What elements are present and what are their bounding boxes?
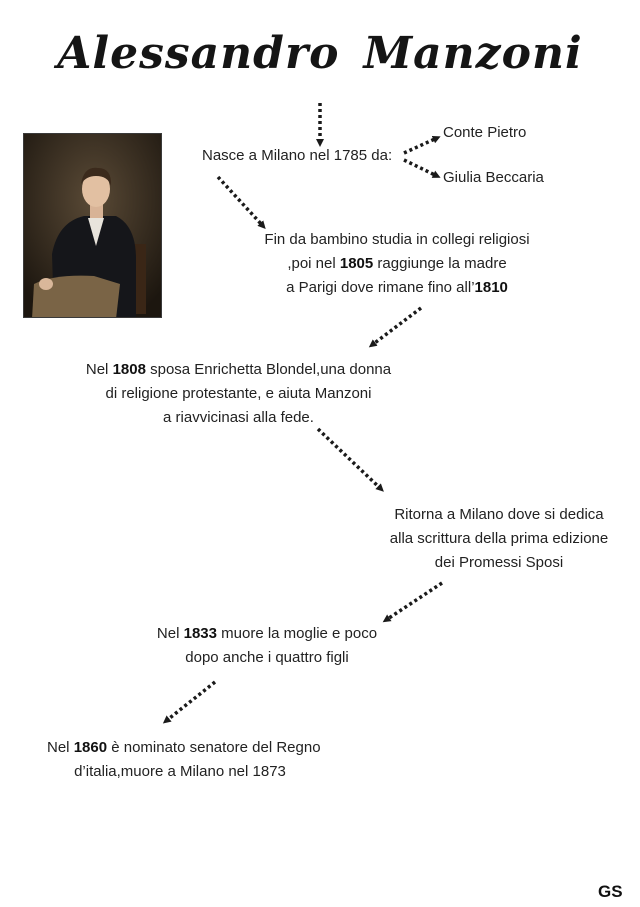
year-1805: 1805 (339, 255, 374, 272)
author-signature: GS (598, 882, 623, 901)
year-1808: 1808 (112, 361, 146, 378)
return-line-2: alla scrittura della prima edizione (389, 530, 609, 547)
loss-line-1: Nel 1833 muore la moglie e poco (156, 625, 378, 642)
parent-father: Conte Pietro (443, 124, 527, 141)
dotted-arrow-icon (372, 308, 421, 345)
marriage-line-1: Nel 1808 sposa Enrichetta Blondel,una donna (85, 361, 392, 378)
year-1810: 1810 (474, 279, 508, 296)
loss-block (136, 622, 398, 670)
year-1833: 1833 (183, 625, 217, 642)
return-block (379, 503, 619, 575)
senator-line-1: Nel 1860 è nominato senatore del Regno (47, 739, 321, 756)
parent-mother: Giulia Beccaria (443, 169, 544, 186)
dotted-arrow-icon (386, 583, 442, 620)
marriage-block (82, 358, 395, 430)
title-word-first: Alessandro (57, 28, 340, 79)
dotted-arrow-icon (318, 429, 381, 489)
marriage-line-2: di religione protestante, e aiuta Manzoni (105, 385, 372, 402)
dotted-arrow-icon (404, 138, 437, 153)
return-line-3: dei Promessi Sposi (434, 554, 564, 571)
youth-block (250, 228, 544, 300)
senator-block (47, 736, 321, 784)
marriage-line-3: a riavvicinasi alla fede. (163, 409, 314, 426)
year-1860: 1860 (73, 739, 108, 756)
loss-line-2: dopo anche i quattro figli (185, 649, 349, 666)
title-word-last: Manzoni (363, 28, 583, 79)
dotted-arrow-icon (218, 177, 263, 226)
senator-line-2: d’italia,muore a Milano nel 1873 (74, 763, 286, 780)
youth-line-1: Fin da bambino studia in collegi religiosi (264, 231, 530, 248)
dotted-arrow-icon (404, 160, 437, 176)
return-line-1: Ritorna a Milano dove si dedica (394, 506, 604, 523)
youth-line-2: ,poi nel 1805 raggiunge la madre (287, 255, 507, 272)
dotted-arrow-icon (166, 682, 215, 721)
youth-line-3: a Parigi dove rimane fino all’1810 (286, 279, 508, 296)
birth-text: Nasce a Milano nel 1785 da: (202, 147, 393, 164)
